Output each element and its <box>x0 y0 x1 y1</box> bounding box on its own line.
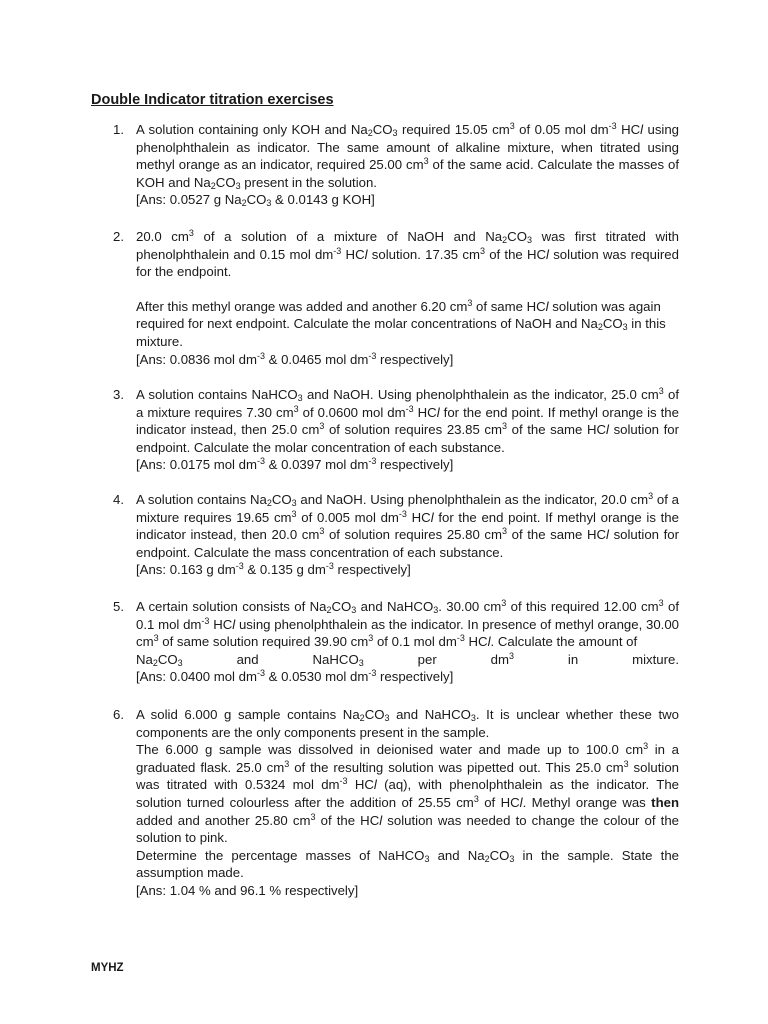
question-text-3: Determine the percentage masses of NaHCO$_3$ and $Na_2CO_3$ in the sample. State the assumption made. <box>136 847 679 881</box>
answer: [Ans: 1.04 % and 96.1 % respectively] <box>136 882 359 898</box>
question-number: 2. <box>113 229 124 244</box>
question-text: A solid 6.000 g sample contains $Na_2CO_3$ and NaHCO$_3$. It is unclear whether these two components are the only components present in the sample. <box>136 707 680 740</box>
question-text: A solution contains $Na_2CO_3$ and NaOH. Using phenolphthalein as the indicator, 20.0 $cm^3$ of a mixture requires 19.65 $cm^3$ of 0.005 mol $dm^{-3}$ HCl for the end point. If methyl orange is the indicator instead, then 20.0 $cm^3$ of solution requires 25.80 $cm^3$ of the same HCl solution for endpoint. Calculate the mass concentration of each substance. <box>136 491 680 560</box>
question-text: 20.0 $cm^3$ of a solution of a mixture of NaOH and $Na_2CO_3$ was first titrated with phenolphthalein and 0.15 mol $dm^{-3}$ HCl solution. 17.35 $cm^3$ of the HCl solution was required for the endpoint. <box>136 228 679 280</box>
question-text-2: The 6.000 g sample was dissolved in deionised water and made up to 100.0 $cm^3$ in a graduated flask. 25.0 $cm^3$ of the resulting solution was pipetted out. This 25.0 $cm^3$ solution was titrated with 0.5324 mol $dm^{-3}$ HCl (aq), with phenolphthalein as the indicator. The solution turned colourless after the addition of 25.55 $cm^3$ of HCl. Methyl orange was then added and another 25.80 $cm^3$ of the HCl solution was needed to change the colour of the solution to pink. <box>136 741 680 846</box>
question-6 <box>113 706 679 900</box>
question-1 <box>113 121 679 209</box>
answer: [Ans: 0.0400 mol $dm^{-3}$ & 0.0530 mol $dm^{-3}$ respectively] <box>136 668 454 685</box>
question-5 <box>113 598 679 686</box>
answer: [Ans: 0.0527 g $Na_2CO_3$ & 0.0143 g KOH] <box>136 192 375 209</box>
question-number: 1. <box>113 122 124 137</box>
question-3 <box>113 386 679 474</box>
question-text: A solution containing only KOH and $Na_2CO_3$ required 15.05 $cm^3$ of 0.05 mol $dm^{-3}$ HCl using phenolphthalein as indicator. The same amount of alkaline mixture, when titrated using methyl orange as an indicator, required 25.00 $cm^3$ of the same acid. Calculate the masses of KOH and $Na_2CO_3$ present in the solution. <box>136 121 680 191</box>
question-4 <box>113 491 679 579</box>
page-title: Double Indicator titration exercises <box>91 92 334 108</box>
question-text-2: After this methyl orange was added and another 6.20 $cm^3$ of same HCl solution was again required for next endpoint. Calculate the molar concentrations of NaOH and $Na_2CO_3$ in this mixture. <box>136 297 666 349</box>
answer: [Ans: 0.163 g $dm^{-3}$ & 0.135 g $dm^{-3}$ respectively] <box>136 561 411 578</box>
question-text-cont: $Na_2CO_3$ and NaHCO$_3$ per $dm^3$ in mixture. <box>136 650 679 668</box>
question-number: 3. <box>113 387 124 402</box>
answer: [Ans: 0.0175 mol $dm^{-3}$ & 0.0397 mol $dm^{-3}$ respectively] <box>136 456 454 473</box>
question-number: 5. <box>113 599 124 614</box>
question-text: A solution contains NaHCO$_3$ and NaOH. Using phenolphthalein as the indicator, 25.0 $cm^3$ of a mixture requires 7.30 $cm^3$ of 0.0600 mol $dm^{-3}$ HCl for the end point. If methyl orange is the indicator instead, then 25.0 $cm^3$ of solution requires 23.85 $cm^3$ of the same HCl solution for endpoint. Calculate the molar concentration of each substance. <box>136 386 680 455</box>
question-2 <box>113 228 679 368</box>
answer: [Ans: 0.0836 mol $dm^{-3}$ & 0.0465 mol $dm^{-3}$ respectively] <box>136 350 454 367</box>
footer-initials: MYHZ <box>91 962 124 974</box>
question-number: 4. <box>113 492 124 507</box>
question-number: 6. <box>113 707 124 722</box>
question-text: A certain solution consists of $Na_2CO_3$ and NaHCO$_3$. 30.00 $cm^3$ of this required 12.00 $cm^3$ of 0.1 mol $dm^{-3}$ HCl using phenolphthalein as the indicator. In presence of methyl orange, 30.00 $cm^3$ of same solution required 39.90 $cm^3$ of 0.1 mol $dm^{-3}$ HCl. Calculate the amount of <box>136 598 680 650</box>
